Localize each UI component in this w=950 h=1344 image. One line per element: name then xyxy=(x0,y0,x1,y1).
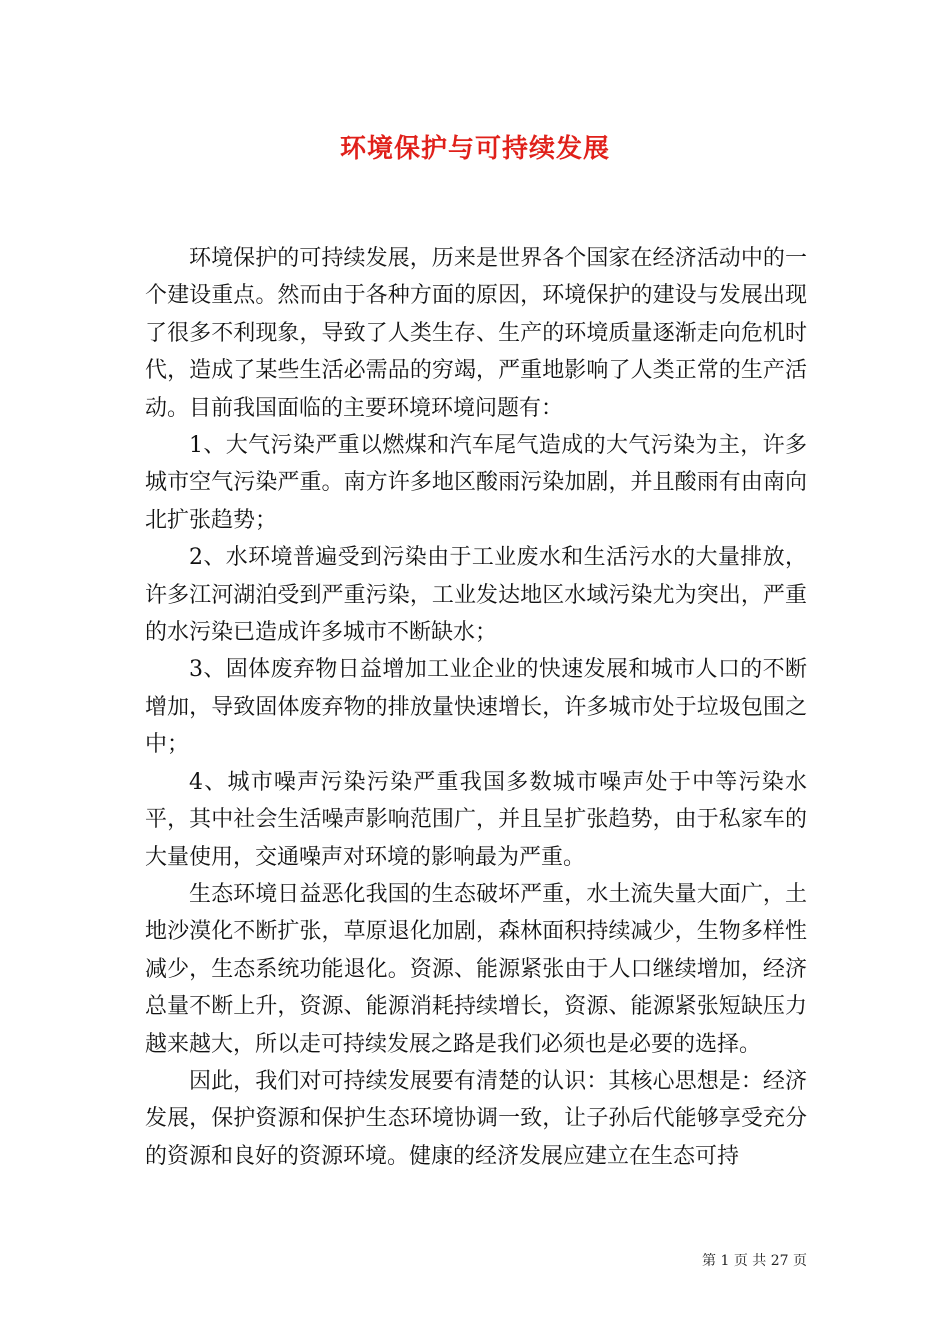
paragraph-intro: 环境保护的可持续发展，历来是世界各个国家在经济活动中的一个建设重点。然而由于各种方面的原因，环境保护的建设与发展出现了很多不利现象，导致了人类生存、生产的环境质量逐渐走向危机时代，造成了某些生活必需品的穷竭，严重地影响了人类正常的生产活动。目前我国面临的主要环境环境问题有： xyxy=(145,246,807,421)
paragraph-conclusion: 因此，我们对可持续发展要有清楚的认识：其核心思想是：经济发展，保护资源和保护生态环境协调一致，让子孙后代能够享受充分的资源和良好的资源环境。健康的经济发展应建立在生态可持 xyxy=(145,1068,807,1169)
page-number: 第 1 页 共 27 页 xyxy=(702,1253,807,1269)
paragraph-solid-waste: 3、固体废弃物日益增加工业企业的快速发展和城市人口的不断增加，导致固体废弃物的排放量快速增长，许多城市处于垃圾包围之中； xyxy=(145,657,807,758)
paragraph-air-pollution: 1、大气污染严重以燃煤和汽车尾气造成的大气污染为主，许多城市空气污染严重。南方许多地区酸雨污染加剧，并且酸雨有由南向北扩张趋势； xyxy=(145,433,807,533)
document-title: 环境保护与可持续发展 xyxy=(339,134,610,164)
paragraph-water-pollution: 2、水环境普遍受到污染由于工业废水和生活污水的大量排放，许多江河湖泊受到严重污染，工业发达地区水域污染尤为突出，严重的水污染已造成许多城市不断缺水； xyxy=(145,545,807,646)
document-body xyxy=(145,240,807,1175)
paragraph-ecology: 生态环境日益恶化我国的生态破坏严重，水土流失量大面广，土地沙漠化不断扩张，草原退化加剧，森林面积持续减少，生物多样性减少，生态系统功能退化。资源、能源紧张由于人口继续增加，经济总量不断上升，资源、能源消耗持续增长，资源、能源紧张短缺压力越来越大，所以走可持续发展之路是我们必须也是必要的选择。 xyxy=(145,881,807,1057)
paragraph-noise-pollution: 4、城市噪声污染污染严重我国多数城市噪声处于中等污染水平，其中社会生活噪声影响范围广，并且呈扩张趋势，由于私家车的大量使用，交通噪声对环境的影响最为严重。 xyxy=(145,769,807,870)
